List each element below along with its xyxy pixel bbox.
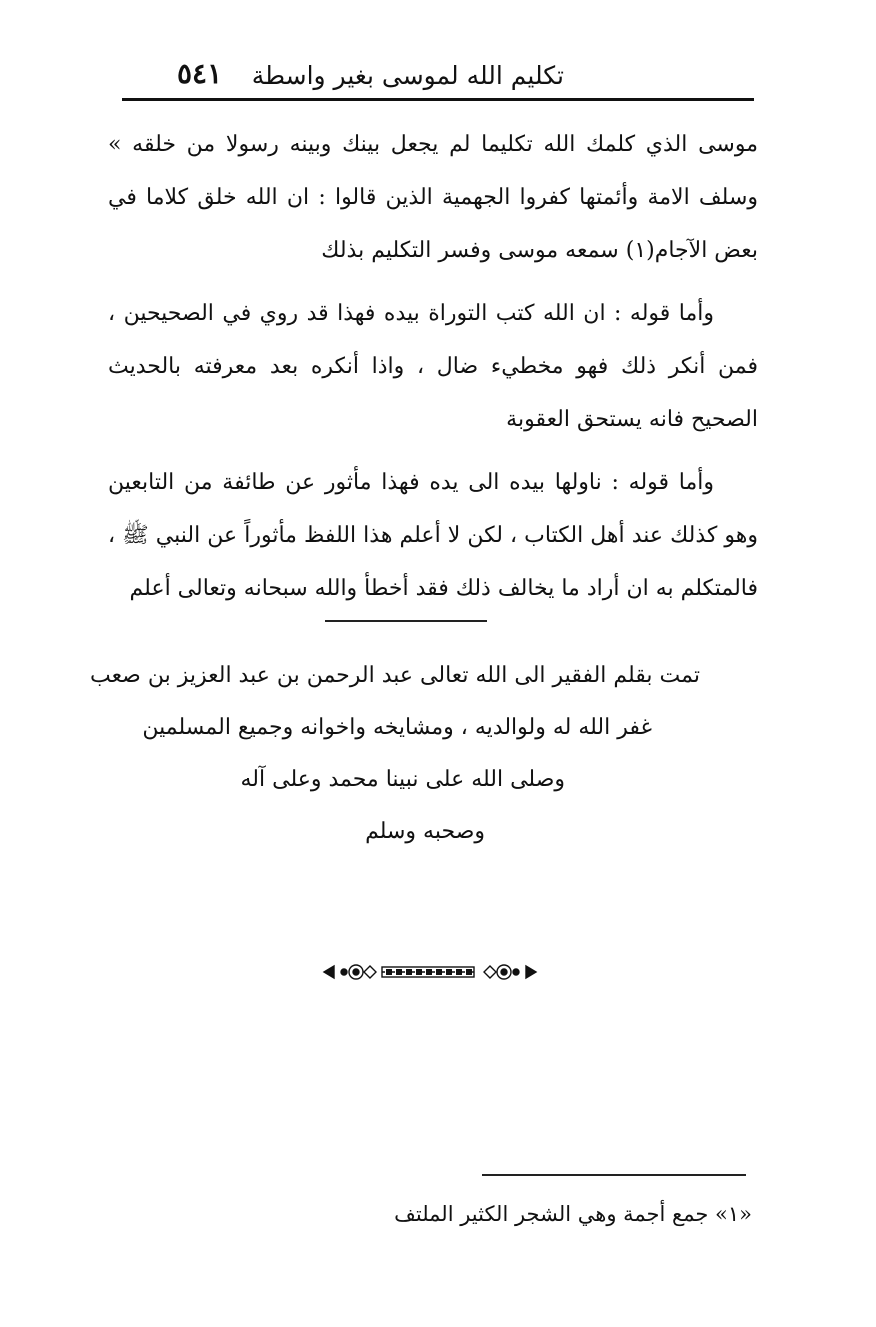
colophon-line-4: وصحبه وسلم [365,819,485,844]
header-rule [122,98,754,101]
colophon-line-2: غفر الله له ولوالديه ، ومشايخه واخوانه وجميع المسلمين [142,715,652,740]
footnote-rule [482,1174,746,1176]
page-number: ٥٤١ [177,57,223,90]
section-divider [325,620,487,622]
running-title: تكليم الله لموسى بغير واسطة [251,61,564,90]
paragraph-2: وأما قوله : ان الله كتب التوراة بيده فهذا قد روي في الصحيحين ، فمن أنكر ذلك فهو مخطيء ضال ، واذا أنكره بعد معرفته بالحديث الصحيح فانه يستحق العقوبة [108,301,758,432]
colophon-line-1: تمت بقلم الفقير الى الله تعالى عبد الرحمن بن عبد العزيز بن صعب [89,663,700,688]
paragraph-1: موسى الذي كلمك الله تكليما لم يجعل بينك وبينه رسولا من خلقه » وسلف الامة وأئمتها كفروا الجهمية الذين قالوا : ان الله خلق كلاما في بعض الآجام(١) سمعه موسى وفسر التكليم بذلك [108,132,758,263]
colophon-line-3: وصلى الله على نبينا محمد وعلى آله [240,767,565,792]
footnote: «١» جمع أجمة وهي الشجر الكثير الملتف [394,1202,752,1226]
paragraph-3: وأما قوله : ناولها بيده الى يده فهذا مأثور عن طائفة من التابعين وهو كذلك عند أهل الكتاب ، لكن لا أعلم هذا اللفظ مأثوراً عن النبي ﷺ ، فالمتكلم به ان أراد ما يخالف ذلك فقد أخطأ والله سبحانه وتعالى أعلم [108,470,758,601]
colophon [89,650,700,858]
main-text [108,118,758,615]
running-header [122,55,754,97]
decorative-ornament [320,958,540,986]
